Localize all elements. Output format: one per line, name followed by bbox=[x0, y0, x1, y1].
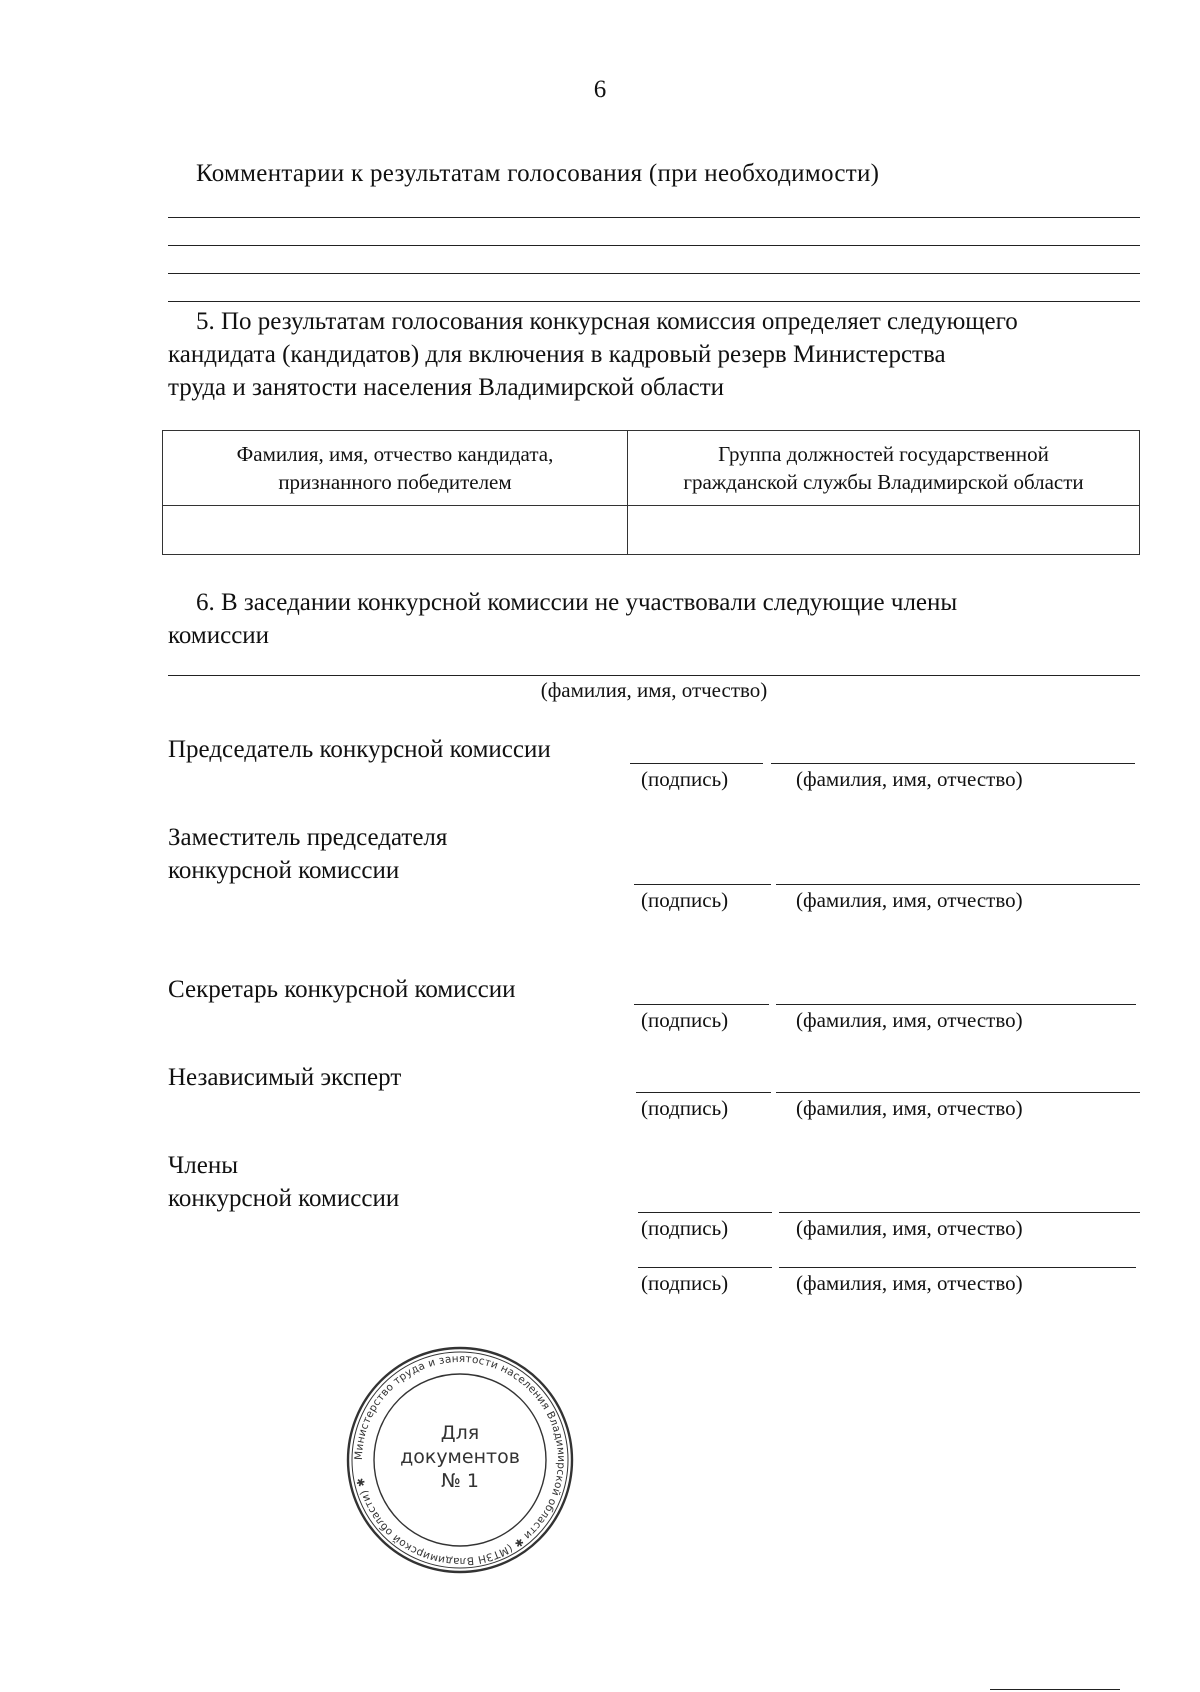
comments-label: Комментарии к результатам голосования (при необходимости) bbox=[196, 160, 880, 187]
winner-table bbox=[162, 430, 1140, 555]
section-5-line: 5. По результатам голосования конкурсная комиссия определяет следующего bbox=[196, 308, 1018, 335]
stamp-text-line: документов bbox=[400, 1446, 520, 1468]
chairman-signature-line[interactable] bbox=[630, 763, 763, 764]
section-5-line: кандидата (кандидатов) для включения в кадровый резерв Министерства bbox=[168, 341, 946, 368]
absent-members-caption: (фамилия, имя, отчество) bbox=[540, 678, 768, 702]
header-text: признанного победителем bbox=[278, 470, 512, 494]
deputy-chairman-line: конкурсной комиссии bbox=[168, 857, 400, 884]
chairman-name-line[interactable] bbox=[771, 763, 1135, 764]
name-caption: (фамилия, имя, отчество) bbox=[796, 767, 1023, 791]
table-row bbox=[163, 506, 1140, 555]
name-caption: (фамилия, имя, отчество) bbox=[796, 1271, 1023, 1295]
signature-caption: (подпись) bbox=[641, 767, 729, 791]
signature-caption: (подпись) bbox=[641, 1271, 729, 1295]
commission-members-line: конкурсной комиссии bbox=[168, 1185, 400, 1212]
stamp-text-line: № 1 bbox=[441, 1470, 479, 1492]
table-header-candidate bbox=[163, 431, 628, 506]
header-text: Группа должностей государственной bbox=[718, 442, 1049, 466]
section-5-line: труда и занятости населения Владимирской области bbox=[168, 374, 725, 401]
header-text: гражданской службы Владимирской области bbox=[683, 470, 1084, 494]
section-6-text bbox=[168, 586, 1140, 652]
page-number: 6 bbox=[593, 76, 607, 103]
table-cell-candidate[interactable] bbox=[163, 506, 628, 555]
stamp-center-text bbox=[345, 1421, 575, 1493]
comment-line[interactable] bbox=[168, 245, 1140, 246]
signature-caption: (подпись) bbox=[641, 1008, 729, 1032]
page-edge-line bbox=[990, 1689, 1120, 1690]
absent-members-line[interactable] bbox=[168, 675, 1140, 676]
name-caption: (фамилия, имя, отчество) bbox=[796, 1008, 1023, 1032]
name-caption: (фамилия, имя, отчество) bbox=[796, 1096, 1023, 1120]
section-6-line: комиссии bbox=[168, 622, 270, 649]
section-6-line: 6. В заседании конкурсной комиссии не участвовали следующие члены bbox=[196, 589, 958, 616]
deputy-chairman-line: Заместитель председателя bbox=[168, 824, 448, 851]
member-name-line[interactable] bbox=[779, 1212, 1140, 1213]
stamp-ring-text: Министерство труда и занятости населения Владимирской области ✱ (МТЗН Владимирской области) ✱ bbox=[352, 1352, 568, 1568]
secretary-name-line[interactable] bbox=[776, 1004, 1136, 1005]
comment-line[interactable] bbox=[168, 301, 1140, 302]
chairman-label: Председатель конкурсной комиссии bbox=[168, 736, 551, 763]
table-header-row bbox=[163, 431, 1140, 506]
header-text: Фамилия, имя, отчество кандидата, bbox=[236, 442, 554, 466]
secretary-label: Секретарь конкурсной комиссии bbox=[168, 976, 516, 1003]
deputy-signature-line[interactable] bbox=[634, 884, 771, 885]
table-header-position-group bbox=[628, 431, 1140, 506]
commission-members-line: Члены bbox=[168, 1152, 238, 1179]
member-signature-line[interactable] bbox=[638, 1267, 772, 1268]
deputy-name-line[interactable] bbox=[776, 884, 1140, 885]
expert-name-line[interactable] bbox=[776, 1092, 1140, 1093]
name-caption: (фамилия, имя, отчество) bbox=[796, 1216, 1023, 1240]
expert-signature-line[interactable] bbox=[636, 1092, 771, 1093]
signature-caption: (подпись) bbox=[641, 1216, 729, 1240]
official-stamp bbox=[345, 1345, 575, 1575]
comment-line[interactable] bbox=[168, 217, 1140, 218]
section-5-text bbox=[168, 305, 1140, 404]
table-cell-position-group[interactable] bbox=[628, 506, 1140, 555]
name-caption: (фамилия, имя, отчество) bbox=[796, 888, 1023, 912]
commission-members-label bbox=[168, 1149, 399, 1215]
comment-line[interactable] bbox=[168, 273, 1140, 274]
signature-caption: (подпись) bbox=[641, 888, 729, 912]
stamp-text-line: Для bbox=[440, 1422, 480, 1444]
signature-caption: (подпись) bbox=[641, 1096, 729, 1120]
deputy-chairman-label bbox=[168, 821, 447, 887]
member-name-line[interactable] bbox=[779, 1267, 1136, 1268]
independent-expert-label: Независимый эксперт bbox=[168, 1064, 402, 1091]
secretary-signature-line[interactable] bbox=[634, 1004, 769, 1005]
member-signature-line[interactable] bbox=[638, 1212, 772, 1213]
